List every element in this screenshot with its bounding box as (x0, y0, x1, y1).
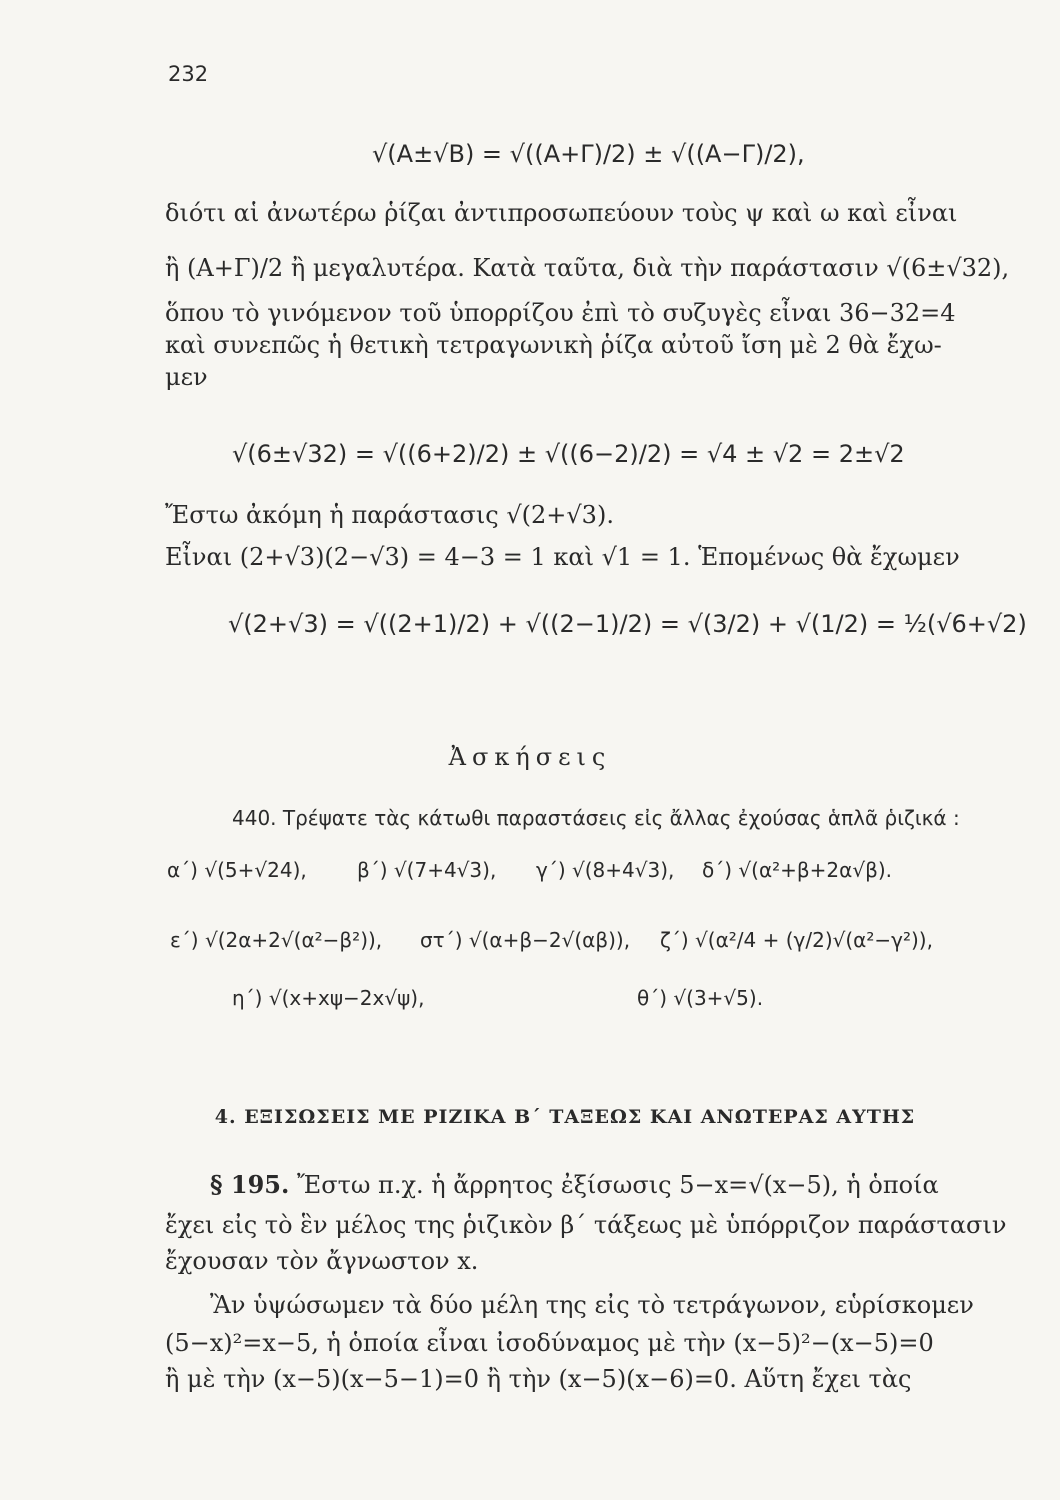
section-title: 4. ΕΞΙΣΩΣΕΙΣ ΜΕ ΡΙΖΙΚΑ Β΄ ΤΑΞΕΩΣ ΚΑΙ ΑΝΩΤΕΡΑΣ ΑΥΤΗΣ (214, 1106, 916, 1128)
para1-line2: ἢ (A+Γ)/2 ἢ μεγαλυτέρα. Κατὰ ταῦτα, διὰ τὴν παράστασιν √(6±√32), (165, 254, 1010, 282)
para1-line3: ὅπου τὸ γινόμενον τοῦ ὑπορρίζου ἐπὶ τὸ συζυγὲς εἶναι 36−32=4 (165, 299, 956, 327)
para1-line5: μεν (165, 363, 208, 391)
exercises-heading: Ἀσκήσεις (448, 743, 612, 771)
exercise-a: α΄) √(5+√24), (167, 858, 307, 882)
exercise-d: δ΄) √(α²+β+2α√β). (702, 858, 892, 882)
para2-line1: Ἔστω ἀκόμη ἡ παράστασις √(2+√3). (165, 501, 614, 529)
exercise-h: η΄) √(x+xψ−2x√ψ), (232, 986, 425, 1010)
para3-line1-text: Ἔστω π.χ. ἡ ἄρρητος ἐξίσωσις 5−x=√(x−5), ἡ ὁποία (297, 1171, 939, 1199)
para1-line1: διότι αἱ ἀνωτέρω ῥίζαι ἀντιπροσωπεύουν τοὺς ψ καὶ ω καὶ εἶναι (165, 199, 958, 227)
exercise-th: θ΄) √(3+√5). (637, 986, 764, 1010)
formula-example2: √(2+√3) = √((2+1)/2) + √((2−1)/2) = √(3/2) + √(1/2) = ½(√6+√2) (228, 610, 1027, 638)
formula-example1: √(6±√32) = √((6+2)/2) ± √((6−2)/2) = √4 ± √2 = 2±√2 (232, 440, 905, 468)
exercise-z: ζ΄) √(α²/4 + (γ/2)√(α²−γ²)), (660, 928, 933, 952)
exercise-e: ε΄) √(2α+2√(α²−β²)), (170, 928, 383, 952)
para3-line3: ἔχουσαν τὸν ἄγνωστον x. (165, 1247, 479, 1275)
para4-line1: Ἂν ὑψώσωμεν τὰ δύο μέλη της εἰς τὸ τετράγωνον, εὑρίσκομεν (210, 1291, 974, 1319)
para4-line2: (5−x)²=x−5, ἡ ὁποία εἶναι ἰσοδύναμος μὲ τὴν (x−5)²−(x−5)=0 (165, 1329, 934, 1357)
para3-line1 (210, 1170, 939, 1200)
para4-line3: ἢ μὲ τὴν (x−5)(x−5−1)=0 ἢ τὴν (x−5)(x−6)=0. Αὕτη ἔχει τὰς (165, 1365, 912, 1393)
para1-line4: καὶ συνεπῶς ἡ θετικὴ τετραγωνικὴ ῥίζα αὐτοῦ ἴση μὲ 2 θὰ ἔχω- (165, 331, 942, 359)
page-number: 232 (168, 62, 209, 86)
para3-line2: ἔχει εἰς τὸ ἓν μέλος της ῥιζικὸν β΄ τάξεως μὲ ὑπόρριζον παράστασιν (165, 1211, 1007, 1239)
exercise-b: β΄) √(7+4√3), (357, 858, 497, 882)
exercise-c: γ΄) √(8+4√3), (536, 858, 675, 882)
para2-line2: Εἶναι (2+√3)(2−√3) = 4−3 = 1 καὶ √1 = 1. Ἑπομένως θὰ ἔχωμεν (165, 543, 960, 571)
exercise-st: στ΄) √(α+β−2√(αβ)), (420, 928, 631, 952)
section-mark: § 195. (210, 1170, 290, 1199)
formula-general: √(A±√B) = √((A+Γ)/2) ± √((A−Γ)/2), (372, 140, 805, 168)
exercise-440-intro: 440. Τρέψατε τὰς κάτωθι παραστάσεις εἰς ἄλλας ἐχούσας ἁπλᾶ ῥιζικά : (232, 806, 960, 830)
